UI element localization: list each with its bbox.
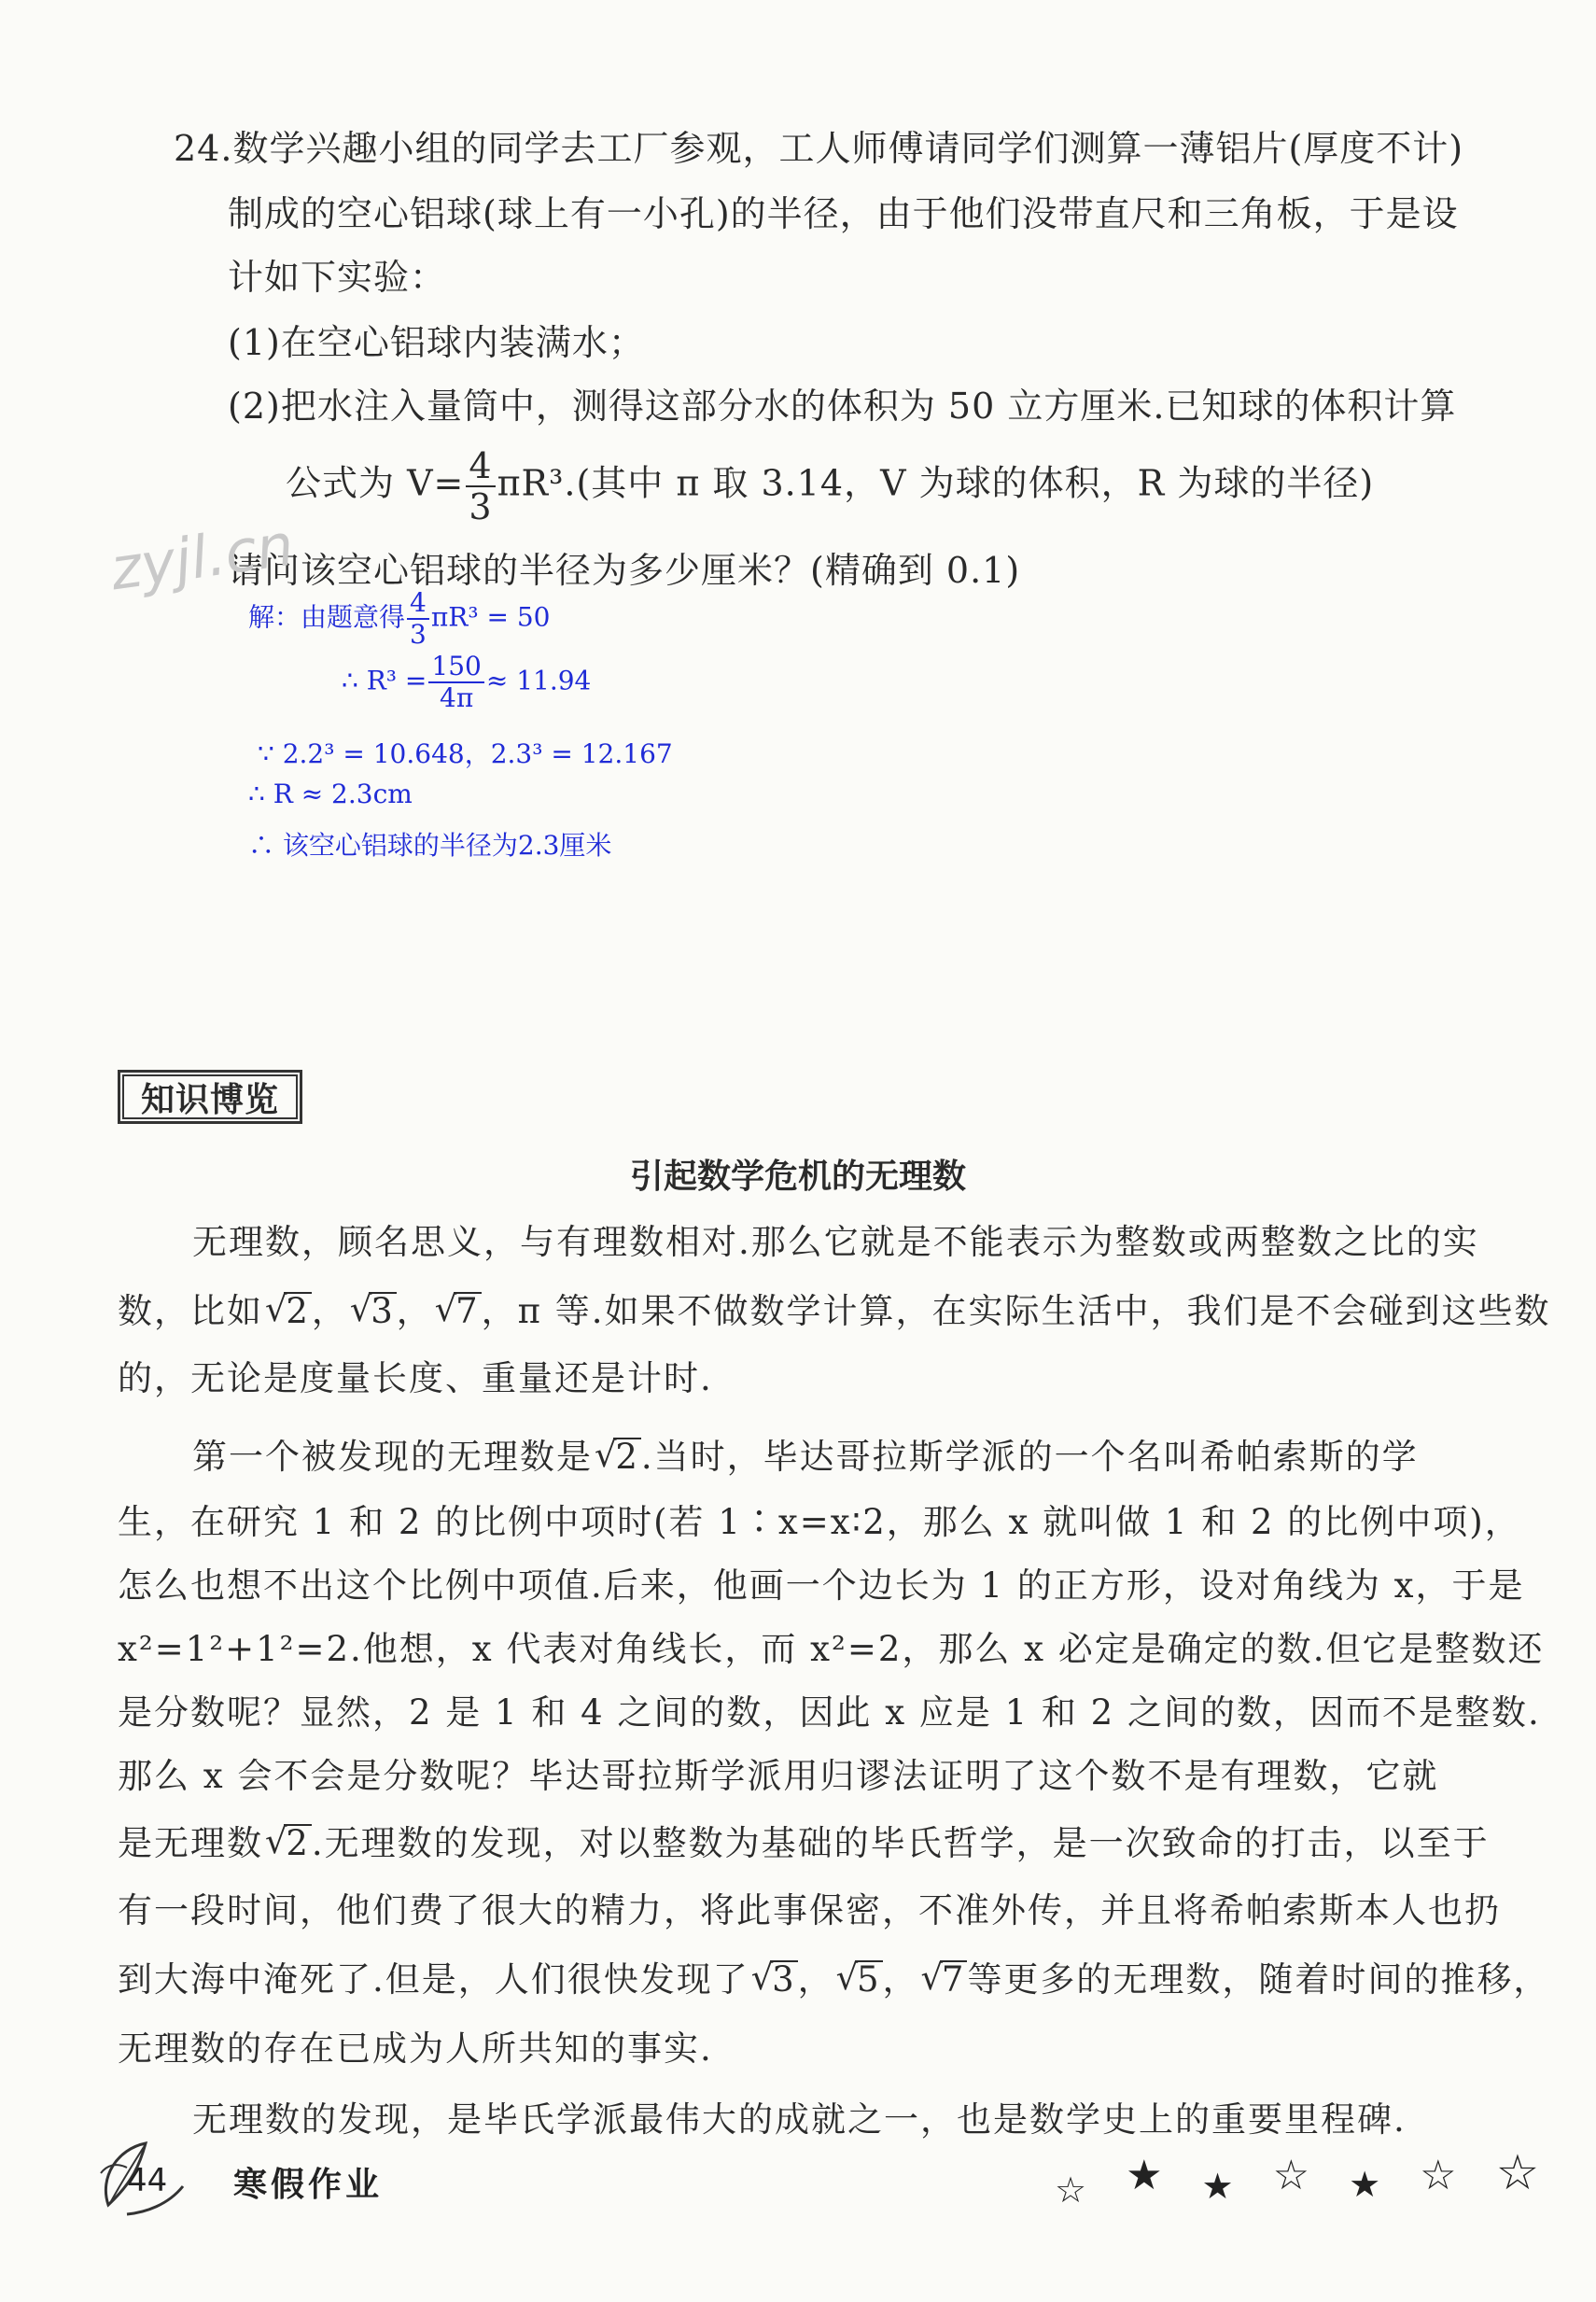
para3-line1: 无理数的发现，是毕氏学派最伟大的成就之一，也是数学史上的重要里程碑. <box>192 2099 1407 2140</box>
para2-line10: 无理数的存在已成为人所共知的事实. <box>118 2028 713 2069</box>
para2-line8: 有一段时间，他们费了很大的精力，将此事保密，不准外传，并且将希帕索斯本人也扔 <box>118 1890 1501 1930</box>
star-icon: ★ <box>1126 2152 1176 2199</box>
question-line-3: 计如下实验： <box>228 257 447 298</box>
para2-line3: 怎么也想不出这个比例中项值.后来，他画一个边长为 1 的正方形，设对角线为 x，于是 <box>118 1565 1525 1606</box>
question-step-1: (1)在空心铝球内装满水； <box>228 322 645 363</box>
answer-line-5: ∴ 该空心铝球的半径为2.3厘米 <box>248 830 612 861</box>
star-icon: ☆ <box>1420 2152 1470 2199</box>
sqrt-7: √ 7 <box>435 1291 482 1331</box>
para2-line6: 那么 x 会不会是分数呢？毕达哥拉斯学派用归谬法证明了这个数不是有理数，它就 <box>118 1756 1439 1796</box>
star-icon: ☆ <box>1055 2169 1100 2211</box>
para1-line3: 的，无论是度量长度、重量还是计时. <box>118 1358 713 1398</box>
answer-line-3: ∵ 2.2³ = 10.648，2.3³ = 12.167 <box>258 738 673 769</box>
section-box-title: 知识博览 <box>118 1070 302 1124</box>
para2-line7: 是无理数√ 2.无理数的发现，对以整数为基础的毕氏哲学，是一次致命的打击，以至于 <box>118 1815 1490 1865</box>
answer-line-4: ∴ R ≈ 2.3cm <box>248 779 413 809</box>
question-line-1: 24.数学兴趣小组的同学去工厂参观，工人师傅请同学们测算一薄铝片(厚度不计) <box>174 128 1464 169</box>
star-icon: ☆ <box>1272 2152 1323 2199</box>
footer-stars <box>1055 2145 1553 2211</box>
footer-label: 寒假作业 <box>233 2165 384 2204</box>
para2-line2: 生，在研究 1 和 2 的比例中项时(若 1∶x=x∶2，那么 x 就叫做 1 和 2 的比例中项)， <box>118 1502 1521 1542</box>
answer-fraction-1: $\frac{4}{3}$ <box>407 590 429 648</box>
question-ask: 请问该空心铝球的半径为多少厘米？(精确到 0.1) <box>228 550 1021 591</box>
article-title: 引起数学危机的无理数 <box>629 1158 966 1196</box>
sqrt-3: √ 3 <box>350 1291 397 1331</box>
sqrt-3: √ 3 <box>751 1959 798 2000</box>
sqrt-2: √ 2 <box>265 1291 312 1331</box>
star-icon: ★ <box>1201 2166 1247 2207</box>
star-icon: ★ <box>1349 2164 1394 2205</box>
para2-line1: 第一个被发现的无理数是√ 2.当时，毕达哥拉斯学派的一个名叫希帕索斯的学 <box>192 1428 1419 1479</box>
para1-line1: 无理数，顾名思义，与有理数相对.那么它就是不能表示为整数或两整数之比的实 <box>192 1222 1479 1262</box>
star-icon: ☆ <box>1495 2145 1553 2201</box>
question-step-2: (2)把水注入量筒中，测得这部分水的体积为 50 立方厘米.已知球的体积计算 <box>228 386 1457 427</box>
para1-line2: 数，比如√ 2，√ 3，√ 7，π 等.如果不做数学计算，在实际生活中，我们是不会碰到这些数 <box>118 1283 1551 1333</box>
para2-line9: 到大海中淹死了.但是，人们很快发现了√ 3，√ 5，√ 7等更多的无理数，随着时间的推移， <box>118 1951 1549 2001</box>
para2-line5: 是分数呢？显然，2 是 1 和 4 之间的数，因此 x 应是 1 和 2 之间的数，因而不是整数. <box>118 1692 1541 1733</box>
sqrt-7: √ 7 <box>921 1959 968 2000</box>
question-line-2: 制成的空心铝球(球上有一小孔)的半径，由于他们没带直尺和三角板，于是设 <box>228 193 1459 234</box>
sqrt-5: √ 5 <box>836 1959 883 2000</box>
question-formula: 公式为 V= $\frac{4}{3}$ πR³.(其中 π 取 3.14，V 为球的体积，R 为球的半径) <box>286 445 1375 527</box>
answer-fraction-2: $\frac{150}{4\pi}$ <box>428 653 483 711</box>
answer-line-2: ∴ R³ = $\frac{150}{4\pi}$ ≈ 11.94 <box>342 651 592 713</box>
question-number: 24. <box>174 128 233 169</box>
page-number: 44 <box>127 2162 168 2199</box>
sqrt-2: √ 2 <box>265 1823 312 1863</box>
sqrt-2: √ 2 <box>595 1437 641 1477</box>
watermark: zyjl.cn <box>105 510 298 604</box>
formula-fraction: $\frac{4}{3}$ <box>466 448 495 525</box>
para2-line4: x²=1²+1²=2.他想，x 代表对角线长，而 x²=2，那么 x 必定是确定的数.但它是整数还 <box>118 1629 1545 1669</box>
answer-line-1: 解：由题意得 $\frac{4}{3}$ πR³ = 50 <box>248 587 551 650</box>
